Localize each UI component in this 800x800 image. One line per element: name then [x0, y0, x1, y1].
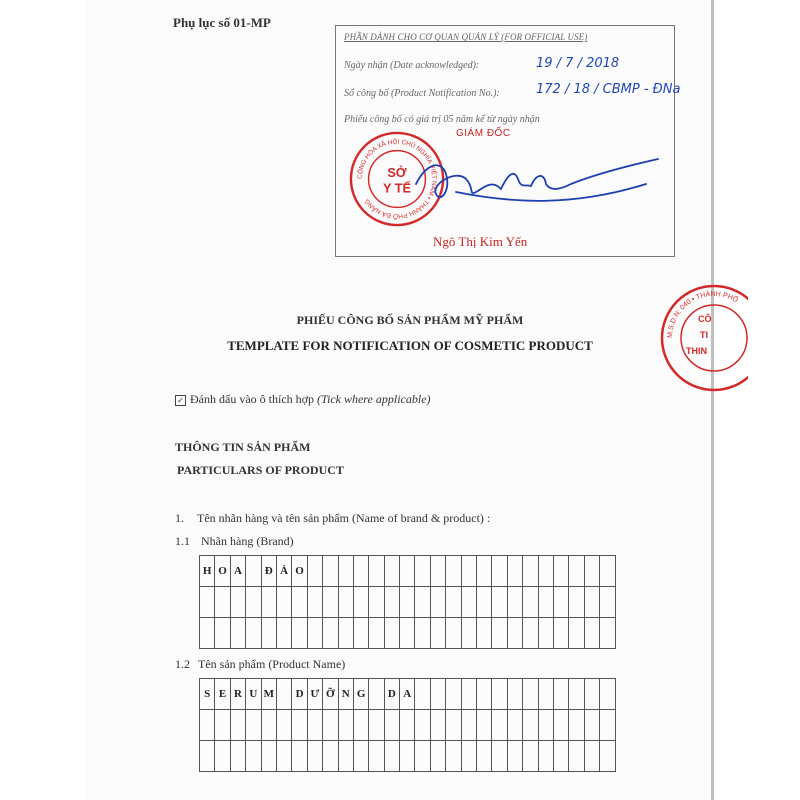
- grid-cell: Ả: [277, 556, 292, 587]
- grid-cell: [462, 679, 477, 710]
- checkbox-icon: ✓: [175, 395, 186, 406]
- grid-cell: [292, 587, 307, 618]
- grid-cell: [246, 556, 261, 587]
- grid-cell: [339, 556, 354, 587]
- svg-text:CÔ: CÔ: [698, 314, 712, 324]
- grid-cell: [554, 556, 569, 587]
- grid-cell: [277, 587, 292, 618]
- grid-cell: [246, 618, 261, 649]
- grid-cell: [308, 556, 323, 587]
- grid-cell: Ỡ: [323, 679, 338, 710]
- grid-cell: [585, 618, 600, 649]
- notification-no-label: Số công bố (Product Notification No.):: [344, 88, 500, 99]
- item-1-1-text: Nhãn hàng (Brand): [201, 534, 294, 548]
- grid-cell: [308, 741, 323, 772]
- grid-cell: [569, 587, 584, 618]
- grid-cell: [400, 587, 415, 618]
- grid-cell: [415, 587, 430, 618]
- grid-cell: [431, 710, 446, 741]
- grid-cell: [415, 710, 430, 741]
- grid-cell: [354, 618, 369, 649]
- grid-cell: A: [400, 679, 415, 710]
- grid-cell: [492, 710, 507, 741]
- grid-cell: [400, 556, 415, 587]
- grid-cell: [462, 556, 477, 587]
- grid-cell: [585, 710, 600, 741]
- grid-cell: [508, 679, 523, 710]
- item-1-text: Tên nhãn hàng và tên sản phẩm (Name of brand & product) :: [197, 511, 491, 525]
- grid-cell: [246, 587, 261, 618]
- title-vietnamese: PHIẾU CÔNG BỐ SẢN PHẨM MỸ PHẨM: [296, 313, 524, 327]
- grid-cell: [539, 587, 554, 618]
- svg-text:SỞ: SỞ: [387, 165, 407, 181]
- grid-cell: [462, 618, 477, 649]
- grid-cell: U: [246, 679, 261, 710]
- grid-cell: [585, 679, 600, 710]
- grid-cell: [262, 741, 277, 772]
- grid-cell: O: [215, 556, 230, 587]
- grid-cell: [323, 587, 338, 618]
- svg-text:Y TẾ: Y TẾ: [382, 180, 412, 196]
- grid-cell: [462, 710, 477, 741]
- date-acknowledged-value: 19 / 7 / 2018: [536, 56, 620, 71]
- item-1-number: 1.: [175, 511, 184, 525]
- grid-cell: [477, 618, 492, 649]
- grid-cell: [231, 587, 246, 618]
- svg-text:THIN: THIN: [686, 346, 707, 356]
- item-1-2-text: Tên sản phẩm (Product Name): [198, 657, 346, 671]
- grid-cell: [215, 710, 230, 741]
- grid-cell: [431, 741, 446, 772]
- grid-cell: [369, 741, 384, 772]
- item-1-2-number: 1.2: [175, 657, 190, 671]
- grid-cell: [246, 710, 261, 741]
- grid-cell: [554, 618, 569, 649]
- grid-cell: S: [200, 679, 215, 710]
- grid-cell: [385, 741, 400, 772]
- grid-cell: [369, 618, 384, 649]
- notification-no-value: 172 / 18 / CBMP - ĐNa: [536, 82, 681, 97]
- grid-cell: [339, 587, 354, 618]
- grid-cell: [477, 741, 492, 772]
- date-acknowledged-label: Ngày nhận (Date acknowledged):: [344, 60, 480, 71]
- grid-cell: [400, 741, 415, 772]
- grid-cell: [569, 556, 584, 587]
- grid-cell: [431, 618, 446, 649]
- grid-cell: [508, 587, 523, 618]
- grid-cell: [415, 679, 430, 710]
- grid-cell: [446, 679, 461, 710]
- grid-cell: [523, 587, 538, 618]
- grid-cell: [385, 556, 400, 587]
- grid-cell: [431, 556, 446, 587]
- grid-cell: [477, 587, 492, 618]
- item-1-1-number: 1.1: [175, 534, 190, 548]
- grid-cell: [262, 587, 277, 618]
- grid-cell: [569, 741, 584, 772]
- grid-cell: [600, 679, 615, 710]
- grid-cell: [585, 587, 600, 618]
- grid-cell: [600, 710, 615, 741]
- grid-cell: [200, 741, 215, 772]
- grid-cell: [492, 587, 507, 618]
- grid-cell: [600, 556, 615, 587]
- grid-cell: [508, 741, 523, 772]
- grid-cell: Ư: [308, 679, 323, 710]
- grid-cell: [308, 710, 323, 741]
- grid-cell: [523, 741, 538, 772]
- section-title-vn: THÔNG TIN SẢN PHẨM: [175, 440, 311, 454]
- tick-text-en: (Tick where applicable): [316, 392, 431, 406]
- grid-cell: [477, 710, 492, 741]
- grid-cell: [215, 587, 230, 618]
- grid-cell: [231, 618, 246, 649]
- grid-cell: [554, 710, 569, 741]
- director-title: GIÁM ĐỐC: [456, 128, 511, 139]
- grid-cell: H: [200, 556, 215, 587]
- product-grid: [199, 678, 616, 772]
- grid-cell: [477, 556, 492, 587]
- grid-cell: [215, 741, 230, 772]
- grid-cell: [569, 679, 584, 710]
- grid-cell: [369, 556, 384, 587]
- grid-cell: [508, 618, 523, 649]
- grid-cell: O: [292, 556, 307, 587]
- grid-cell: [339, 618, 354, 649]
- grid-cell: [231, 710, 246, 741]
- grid-cell: [231, 741, 246, 772]
- grid-cell: [600, 618, 615, 649]
- grid-cell: [492, 679, 507, 710]
- grid-cell: [200, 618, 215, 649]
- grid-cell: [523, 556, 538, 587]
- grid-cell: [492, 741, 507, 772]
- grid-cell: [477, 679, 492, 710]
- svg-text:TI: TI: [700, 330, 708, 340]
- brand-grid: [199, 555, 616, 649]
- grid-cell: [292, 741, 307, 772]
- appendix-label: Phụ lục số 01-MP: [173, 15, 271, 30]
- grid-cell: [339, 710, 354, 741]
- tick-instruction: [175, 392, 431, 407]
- grid-cell: [292, 710, 307, 741]
- grid-cell: [385, 587, 400, 618]
- grid-cell: [446, 587, 461, 618]
- official-use-box: [335, 25, 681, 257]
- grid-cell: [277, 618, 292, 649]
- grid-cell: [354, 556, 369, 587]
- grid-cell: [215, 618, 230, 649]
- title-english: TEMPLATE FOR NOTIFICATION OF COSMETIC PRODUCT: [227, 338, 593, 353]
- grid-cell: [400, 710, 415, 741]
- grid-cell: [354, 587, 369, 618]
- grid-cell: M: [262, 679, 277, 710]
- grid-cell: [308, 618, 323, 649]
- grid-cell: [262, 710, 277, 741]
- grid-cell: [600, 741, 615, 772]
- grid-cell: [462, 587, 477, 618]
- signature: [396, 144, 666, 224]
- tick-text-vn: Đánh dấu vào ô thích hợp: [190, 392, 314, 406]
- grid-cell: [523, 618, 538, 649]
- grid-cell: [554, 679, 569, 710]
- grid-cell: [323, 618, 338, 649]
- grid-cell: [554, 587, 569, 618]
- grid-cell: G: [354, 679, 369, 710]
- grid-cell: [262, 618, 277, 649]
- grid-cell: [462, 741, 477, 772]
- grid-cell: [446, 741, 461, 772]
- grid-cell: [369, 679, 384, 710]
- grid-cell: E: [215, 679, 230, 710]
- grid-cell: [246, 741, 261, 772]
- grid-cell: [539, 556, 554, 587]
- grid-cell: [200, 587, 215, 618]
- grid-cell: [508, 556, 523, 587]
- grid-cell: [277, 710, 292, 741]
- grid-cell: D: [292, 679, 307, 710]
- grid-cell: [354, 710, 369, 741]
- grid-cell: [585, 741, 600, 772]
- grid-cell: [446, 556, 461, 587]
- grid-cell: [354, 741, 369, 772]
- grid-cell: [539, 679, 554, 710]
- grid-cell: [308, 587, 323, 618]
- grid-cell: [431, 679, 446, 710]
- grid-cell: [446, 710, 461, 741]
- grid-cell: [585, 556, 600, 587]
- grid-cell: [385, 710, 400, 741]
- stamp-ring-text: CỘNG HÒA XÃ HỘI CHỦ NGHĨA VIỆT NAM • THÀNH PHỐ ĐÀ NẴNG: [356, 138, 438, 220]
- grid-cell: [600, 587, 615, 618]
- grid-cell: [200, 710, 215, 741]
- grid-cell: [323, 710, 338, 741]
- grid-cell: [446, 618, 461, 649]
- grid-cell: R: [231, 679, 246, 710]
- grid-cell: [369, 710, 384, 741]
- grid-cell: Đ: [262, 556, 277, 587]
- grid-cell: [277, 741, 292, 772]
- grid-cell: [339, 741, 354, 772]
- grid-cell: [323, 741, 338, 772]
- validity-label: Phiếu công bố có giá trị 05 năm kể từ ngày nhận: [344, 114, 540, 125]
- grid-cell: [523, 679, 538, 710]
- svg-text:M.S.D.N: 040 • THÀNH PHỐ: M.S.D.N: 040 • THÀNH PHỐ: [666, 290, 739, 339]
- grid-cell: [369, 587, 384, 618]
- grid-cell: [492, 556, 507, 587]
- grid-cell: [554, 741, 569, 772]
- section-title-en: PARTICULARS OF PRODUCT: [177, 463, 344, 477]
- grid-cell: [539, 741, 554, 772]
- grid-cell: N: [339, 679, 354, 710]
- grid-cell: [569, 710, 584, 741]
- grid-cell: [415, 741, 430, 772]
- grid-cell: [400, 618, 415, 649]
- grid-cell: [539, 710, 554, 741]
- grid-cell: A: [231, 556, 246, 587]
- page-edge: [711, 0, 714, 800]
- grid-cell: D: [385, 679, 400, 710]
- grid-cell: [415, 618, 430, 649]
- grid-cell: [292, 618, 307, 649]
- grid-cell: [523, 710, 538, 741]
- grid-cell: [508, 710, 523, 741]
- grid-cell: [539, 618, 554, 649]
- grid-cell: [569, 618, 584, 649]
- signer-name: Ngô Thị Kim Yến: [433, 234, 528, 249]
- grid-cell: [492, 618, 507, 649]
- official-use-heading: PHẦN DÀNH CHO CƠ QUAN QUẢN LÝ (FOR OFFICIAL USE): [344, 32, 588, 42]
- grid-cell: [415, 556, 430, 587]
- grid-cell: [277, 679, 292, 710]
- grid-cell: [431, 587, 446, 618]
- grid-cell: [323, 556, 338, 587]
- grid-cell: [385, 618, 400, 649]
